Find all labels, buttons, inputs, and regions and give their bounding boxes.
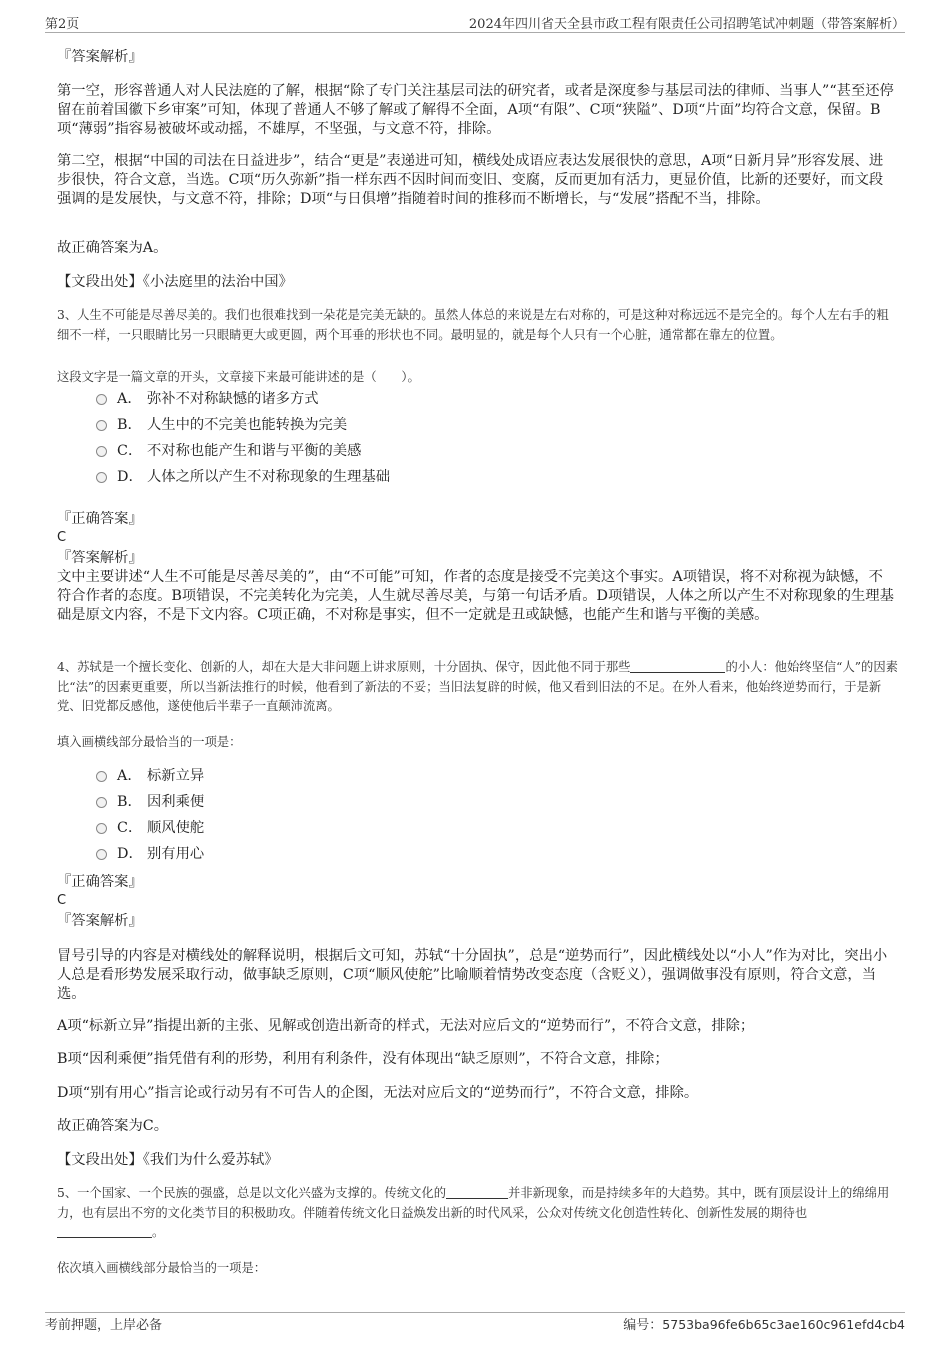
radio-icon[interactable]	[96, 394, 107, 405]
q3-correct-label: 『正确答案』	[57, 511, 143, 527]
q5-stem-part-3: 。	[152, 1225, 165, 1239]
q4-stem-part-2: 的小人：他始终坚信“人”的因素比“法”的因素更重要，所以当新法推行的时候，他看到了新法的不妥；当旧法复辟的时候，他又看到旧法的不足。在外人看来，他始终逆势而行，于是新党、旧党都反感他，遂使他后半辈子一直颠沛流离。	[57, 660, 898, 713]
option-text: 标新立异	[147, 768, 205, 784]
radio-icon[interactable]	[96, 446, 107, 457]
document-code-value: 5753ba96fe6b65c3ae160c961efd4cb4	[662, 1317, 905, 1332]
option-key: A．	[117, 768, 142, 784]
q4-analysis-paragraph-1: 冒号引导的内容是对横线处的解释说明，根据后文可知，苏轼“十分固执”，总是“逆势而行”，因此横线处以“小人”作为对比，突出小人总是看形势发展采取行动，做事缺乏原则，C项“顺风使舵”比喻顺着情势改变态度（含贬义），强调做事没有原则，符合文意，当选。	[57, 948, 888, 1002]
q5-question: 依次填入画横线部分最恰当的一项是：	[57, 1261, 267, 1275]
footer-divider	[45, 1312, 905, 1313]
option-text: 弥补不对称缺憾的诸多方式	[147, 391, 319, 407]
q5-stem	[57, 1184, 899, 1243]
option-key: C．	[117, 820, 143, 836]
q4-option-a[interactable]	[96, 766, 204, 786]
q4-analysis-option-b: B项“因利乘便”指凭借有利的形势，利用有利条件，没有体现出“缺乏原则”，不符合文意，排除；	[57, 1051, 669, 1067]
q4-correct-label: 『正确答案』	[57, 874, 143, 890]
q3-option-d[interactable]	[96, 467, 390, 487]
page-number: 第2页	[45, 17, 80, 32]
option-key: D．	[117, 846, 143, 862]
q3-analysis-label: 『答案解析』	[57, 550, 143, 566]
radio-icon[interactable]	[96, 472, 107, 483]
option-text: 别有用心	[147, 846, 205, 862]
q5-stem-part-1: 5、一个国家、一个民族的强盛，总是以文化兴盛为支撑的。传统文化的	[57, 1186, 447, 1200]
q3-option-c[interactable]	[96, 441, 361, 461]
radio-icon[interactable]	[96, 849, 107, 860]
radio-icon[interactable]	[96, 420, 107, 431]
q4-analysis-option-d: D项“别有用心”指言论或行动另有不可告人的企图，无法对应后文的“逆势而行”，不符合文意，排除。	[57, 1085, 699, 1101]
q3-answer: C	[57, 530, 67, 545]
q4-answer: C	[57, 893, 67, 908]
radio-icon[interactable]	[96, 797, 107, 808]
option-text: 顺风使舵	[147, 820, 205, 836]
q4-option-d[interactable]	[96, 844, 204, 864]
q4-option-c[interactable]	[96, 818, 204, 838]
blank-line	[446, 1185, 508, 1199]
q5-stem-part-2: 并非新现象，而是持续多年的大趋势。其中，既有顶层设计上的绵绵用力，也有层出不穷的文化类节目的积极助攻。伴随着传统文化日益焕发出新的时代风采，公众对传统文化创造性转化、创新性发展的期待也	[57, 1186, 890, 1220]
document-code-label: 编号：	[623, 1318, 663, 1333]
q2-analysis-label: 『答案解析』	[57, 49, 143, 65]
q3-option-b[interactable]	[96, 415, 347, 435]
q2-conclusion: 故正确答案为A。	[57, 240, 168, 256]
q2-analysis-paragraph-2: 第二空，根据“中国的司法在日益进步”，结合“更是”表递进可知，横线处成语应表达发展很快的意思，A项“日新月异”形容发展、进步很快，符合文意，当选。C项“历久弥新”指一样东西不因时间而变旧、变腐，反而更加有活力，更显价值，比新的还要好，而文段强调的是发展快，与文意不符，排除；D项“与日俱增”指随着时间的推移而不断增长，与“发展”搭配不当，排除。	[57, 153, 884, 207]
blank-line	[57, 1224, 152, 1238]
q3-question: 这段文字是一篇文章的开头，文章接下来最可能讲述的是（ ）。	[57, 370, 420, 384]
q4-analysis-option-a: A项“标新立异”指提出新的主张、见解或创造出新奇的样式，无法对应后文的“逆势而行”，不符合文意，排除；	[57, 1018, 755, 1034]
radio-icon[interactable]	[96, 771, 107, 782]
q3-stem: 3、人生不可能是尽善尽美的。我们也很难找到一朵花是完美无缺的。虽然人体总的来说是左右对称的，可是这种对称远远不是完全的。每个人左右手的粗细不一样，一只眼睛比另一只眼睛更大或更圆，两个耳垂的形状也不同。最明显的，就是每个人只有一个心脏，通常都在靠左的位置。	[57, 308, 889, 342]
q4-conclusion: 故正确答案为C。	[57, 1118, 169, 1134]
document-title: 2024年四川省天全县市政工程有限责任公司招聘笔试冲刺题（带答案解析）	[468, 17, 905, 32]
q3-option-a[interactable]	[96, 389, 319, 409]
radio-icon[interactable]	[96, 823, 107, 834]
option-text: 不对称也能产生和谐与平衡的美感	[147, 443, 362, 459]
q4-stem	[57, 658, 899, 717]
q2-analysis-paragraph-1: 第一空，形容普通人对人民法庭的了解，根据“除了专门关注基层司法的研究者，或者是深度参与基层司法的律师、当事人”“甚至还停留在前着国徽下乡审案”可知，体现了普通人不够了解或了解得不全面，A项“有限”、C项“狭隘”、D项“片面”均符合文意，保留。B项“薄弱”指容易被破坏或动摇，不雄厚，不坚强，与文意不符，排除。	[57, 83, 894, 137]
option-key: A．	[117, 391, 142, 407]
q4-source: 【文段出处】《我们为什么爱苏轼》	[57, 1152, 279, 1168]
option-text: 人体之所以产生不对称现象的生理基础	[147, 469, 391, 485]
document-code	[623, 1314, 905, 1333]
q3-analysis: 文中主要讲述“人生不可能是尽善尽美的”，由“不可能”可知，作者的态度是接受不完美这个事实。A项错误，将不对称视为缺憾，不符合作者的态度。B项错误，不完美转化为完美，人生就尽善尽美，与第一句话矛盾。D项错误，人体之所以产生不对称现象的生理基础是原文内容，不是下文内容。C项正确，不对称是事实，但不一定就是丑或缺憾，也能产生和谐与平衡的美感。	[57, 569, 894, 623]
option-text: 人生中的不完美也能转换为完美	[147, 417, 348, 433]
option-key: D．	[117, 469, 143, 485]
option-key: B．	[117, 417, 142, 433]
option-text: 因利乘便	[147, 794, 205, 810]
option-key: B．	[117, 794, 142, 810]
q4-stem-part-1: 4、苏轼是一个擅长变化、创新的人，却在大是大非问题上讲求原则，十分固执、保守，因此他不同于那些	[57, 660, 631, 674]
q4-option-b[interactable]	[96, 792, 204, 812]
q4-question: 填入画横线部分最恰当的一项是：	[57, 735, 242, 749]
option-key: C．	[117, 443, 143, 459]
q4-analysis-label: 『答案解析』	[57, 913, 143, 929]
blank-line	[630, 659, 725, 673]
footer-slogan: 考前押题，上岸必备	[45, 1318, 163, 1333]
header-divider	[45, 32, 905, 33]
q2-source: 【文段出处】《小法庭里的法治中国》	[57, 274, 293, 290]
